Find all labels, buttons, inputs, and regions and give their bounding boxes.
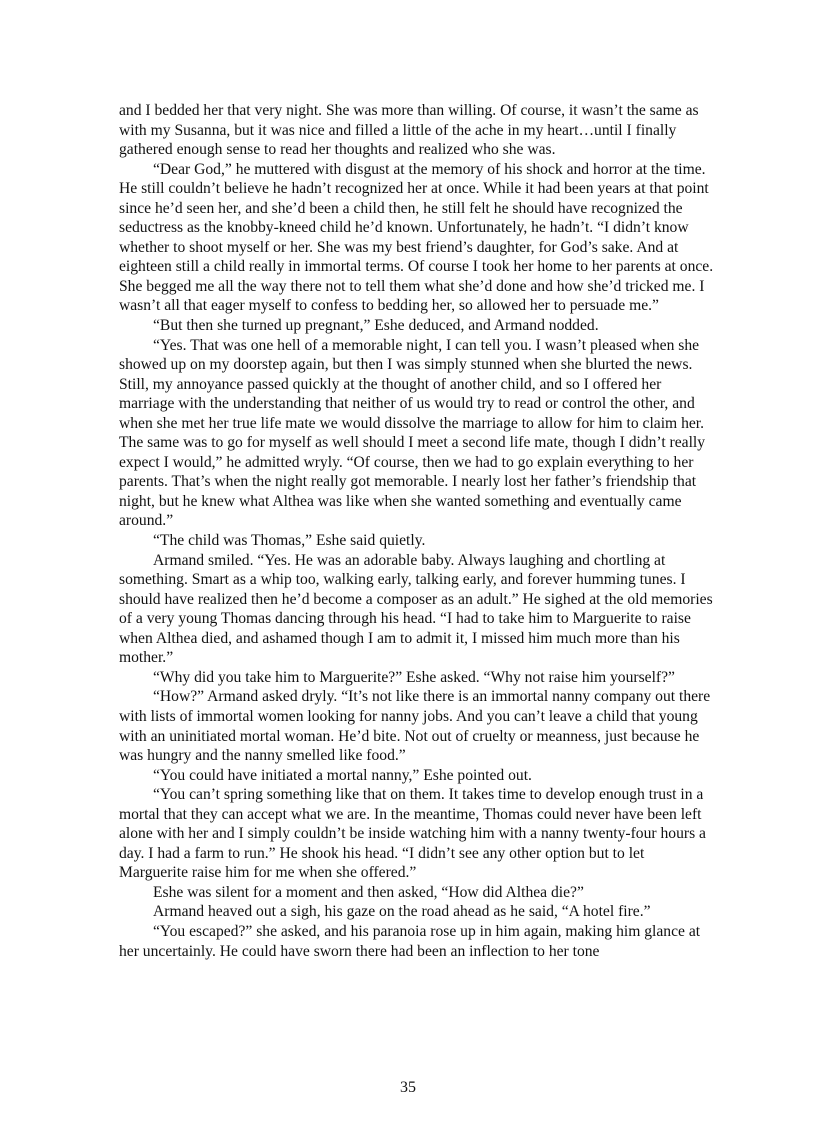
paragraph-5: “The child was Thomas,” Eshe said quietly.	[153, 532, 426, 550]
page-body	[119, 101, 716, 961]
paragraph-7: “Why did you take him to Marguerite?” Eshe asked. “Why not raise him yourself?”	[153, 668, 675, 686]
paragraph-11: Eshe was silent for a moment and then asked, “How did Althea die?”	[153, 883, 584, 901]
paragraph-12: Armand heaved out a sigh, his gaze on the road ahead as he said, “A hotel fire.”	[153, 903, 651, 921]
paragraph-13: “You escaped?” she asked, and his paranoia rose up in him again, making him glance at her uncertainly. He could have sworn there had been an inflection to her tone	[119, 922, 701, 960]
paragraph-10: “You can’t spring something like that on them. It takes time to develop enough trust in a mortal that they can accept what we are. In the meantime, Thomas could never have been left alone with her and I simply couldn’t be inside watching him with a nanny twenty-four hours a day. I had a farm to run.” He shook his head. “I didn’t see any other option but to let Marguerite raise him for me when she offered.”	[119, 786, 706, 882]
paragraph-6: Armand smiled. “Yes. He was an adorable baby. Always laughing and chortling at something. Smart as a whip too, walking early, talking early, and forever humming tunes. I should have realized then he’d become a composer as an adult.” He sighed at the old memories of a very young Thomas dancing through his head. “I had to take him to Marguerite to raise when Althea died, and ashamed though I am to admit it, I missed him much more than his mother.”	[119, 551, 713, 667]
paragraph-1: and I bedded her that very night. She was more than willing. Of course, it wasn’t the same as with my Susanna, but it was nice and filled a little of the ache in my heart…until I finally gathered enough sense to read her thoughts and realized who she was.	[119, 102, 699, 159]
page-number: 35	[400, 1079, 416, 1096]
paragraph-2: “Dear God,” he muttered with disgust at the memory of his shock and horror at the time. He still couldn’t believe he hadn’t recognized her at once. While it had been years at that point since he’d seen her, and she’d been a child then, he still felt he should have recognized the seductress as the knobby-kneed child he’d known. Unfortunately, he hadn’t. “I didn’t know whether to shoot myself or her. She was my best friend’s daughter, for God’s sake. And at eighteen still a child really in immortal terms. Of course I took her home to her parents at once. She begged me all the way there not to tell them what she’d done and how she’d tricked me. I wasn’t all that eager myself to confess to bedding her, so allowed her to persuade me.”	[119, 160, 714, 315]
paragraph-8: “How?” Armand asked dryly. “It’s not like there is an immortal nanny company out there with lists of immortal women looking for nanny jobs. And you can’t leave a child that young with an uninitiated mortal woman. He’d bite. Not out of cruelty or meanness, just because he was hungry and the nanny smelled like food.”	[119, 688, 711, 765]
paragraph-9: “You could have initiated a mortal nanny,” Eshe pointed out.	[153, 766, 532, 784]
paragraph-3: “But then she turned up pregnant,” Eshe deduced, and Armand nodded.	[153, 317, 599, 335]
paragraph-4: “Yes. That was one hell of a memorable night, I can tell you. I wasn’t pleased when she showed up on my doorstep again, but then I was simply stunned when she blurted the news. Still, my annoyance passed quickly at the thought of another child, and so I offered her marriage with the understanding that neither of us would try to read or control the other, and when she met her true life mate we would dissolve the marriage to allow for him to claim her. The same was to go for myself as well should I meet a second life mate, though I didn’t really expect I would,” he admitted wryly. “Of course, then we had to go explain everything to her parents. That’s when the night really got memorable. I nearly lost her father’s friendship that night, but he knew what Althea was like when she wanted something and eventually came around.”	[119, 336, 706, 530]
